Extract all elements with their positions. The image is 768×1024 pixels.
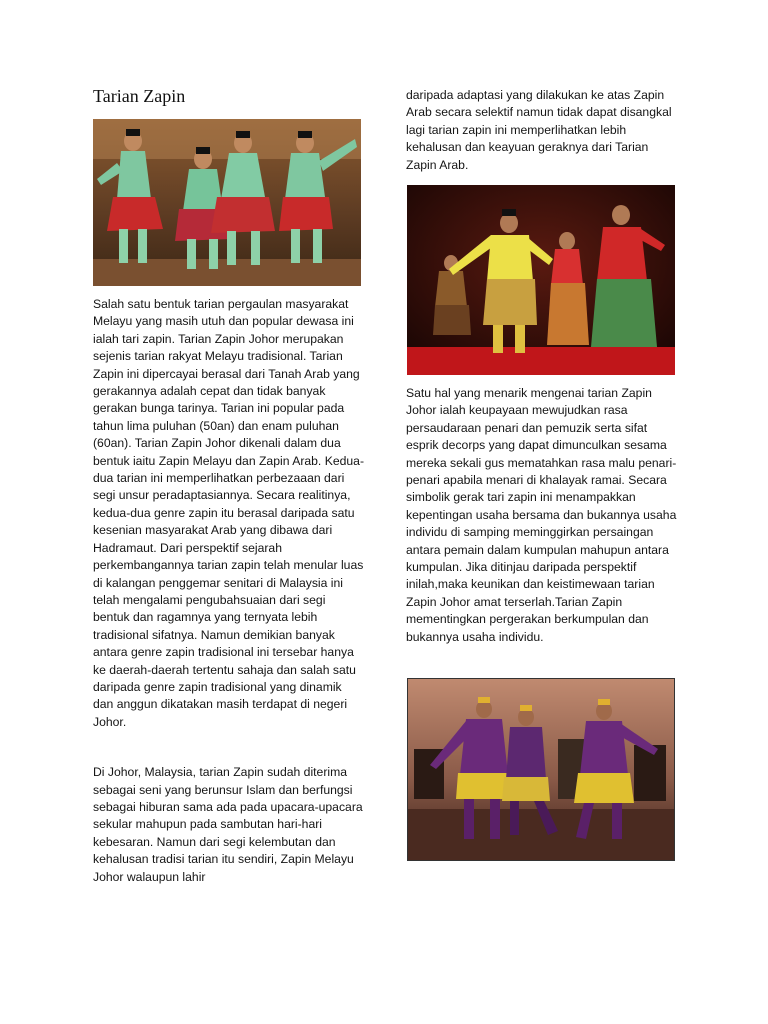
right-column-top — [406, 87, 676, 174]
dancers-photo-purple — [407, 678, 675, 861]
left-paragraph-2: Di Johor, Malaysia, tarian Zapin sudah diterima sebagai seni yang berunsur Islam dan berfungsi sebagai hiburan sama ada pada upacara-upacara sekular mahupun pada sambutan hari-hari kebesaran. Namun dari segi kelembutan dan kehalusan tradisi tarian itu sendiri, Zapin Melayu Johor walaupun lahir — [93, 765, 363, 884]
left-paragraph-1: Salah satu bentuk tarian pergaulan masyarakat Melayu yang masih utuh dan popular dewasa ini ialah tari zapin. Tarian Zapin Johor merupakan sejenis tarian rakyat Melayu tradisional. Tarian Zapin ini dipercayai berasal dari Tanah Arab yang gerakannya adalah cepat dan tidak banyak gerakan bunga tarinya. Tarian ini popular pada tahun lima puluhan (50an) dan enam puluhan (60an). Tarian Zapin Johor dikenali dalam dua bentuk iaitu Zapin Melayu dan Zapin Arab. Kedua-dua tarian ini memperlihatkan perbezaaan dari segi unsur peradaptasiannya. Secara realitinya, kedua-dua genre zapin itu berasal daripada satu kesenian masyarakat Arab yang dibawa dari Hadramaut. Dari perspektif sejarah perkembangannya tarian zapin telah menular luas di kalangan penggemar senitari di Malaysia ini telah mengalami pengubahsuaian dari segi bentuk dan ragamnya yang ternyata lebih tradisional sifatnya. Namun demikian banyak antara genre zapin tradisional ini tersebar hanya ke daerah-daerah tertentu sahaja dan salah satu daripada genre zapin tradisional yang dinamik dan anggun dikatakan masih terdapat di negeri Johor. — [93, 297, 365, 729]
left-column — [93, 296, 365, 886]
dancers-photo-green — [93, 119, 361, 286]
dancers-photo-red-stage — [407, 185, 675, 375]
right-paragraph-2: Satu hal yang menarik mengenai tarian Zapin Johor ialah keupayaan mewujudkan rasa persaudaraan penari dan pemuzik serta sifat esprik decorps yang dapat dimunculkan sesama mereka sekali gus mematahkan rasa malu penari-penari apabila menari di khalayak ramai. Secara simbolik gerak tari zapin ini menampakkan kepentingan usaha bersama dan bukannya usaha individu di samping meminggirkan persaingan antara pemain dalam kumpulan mahupun antara kumpulan. Jika ditinjau daripada perspektif inilah,maka keunikan dan keistimewaan tarian Zapin Johor amat terserlah.Tarian Zapin mementingkan pergerakan berkumpulan dan bukannya usaha individu. — [406, 386, 677, 644]
right-column-middle — [406, 385, 678, 646]
right-paragraph-1: daripada adaptasi yang dilakukan ke atas Zapin Arab secara selektif namun tidak dapat disangkal lagi tarian zapin ini memperlihatkan lebih kehalusan dan keayuan geraknya dari Tarian Zapin Arab. — [406, 88, 672, 172]
page-title: Tarian Zapin — [93, 86, 186, 106]
